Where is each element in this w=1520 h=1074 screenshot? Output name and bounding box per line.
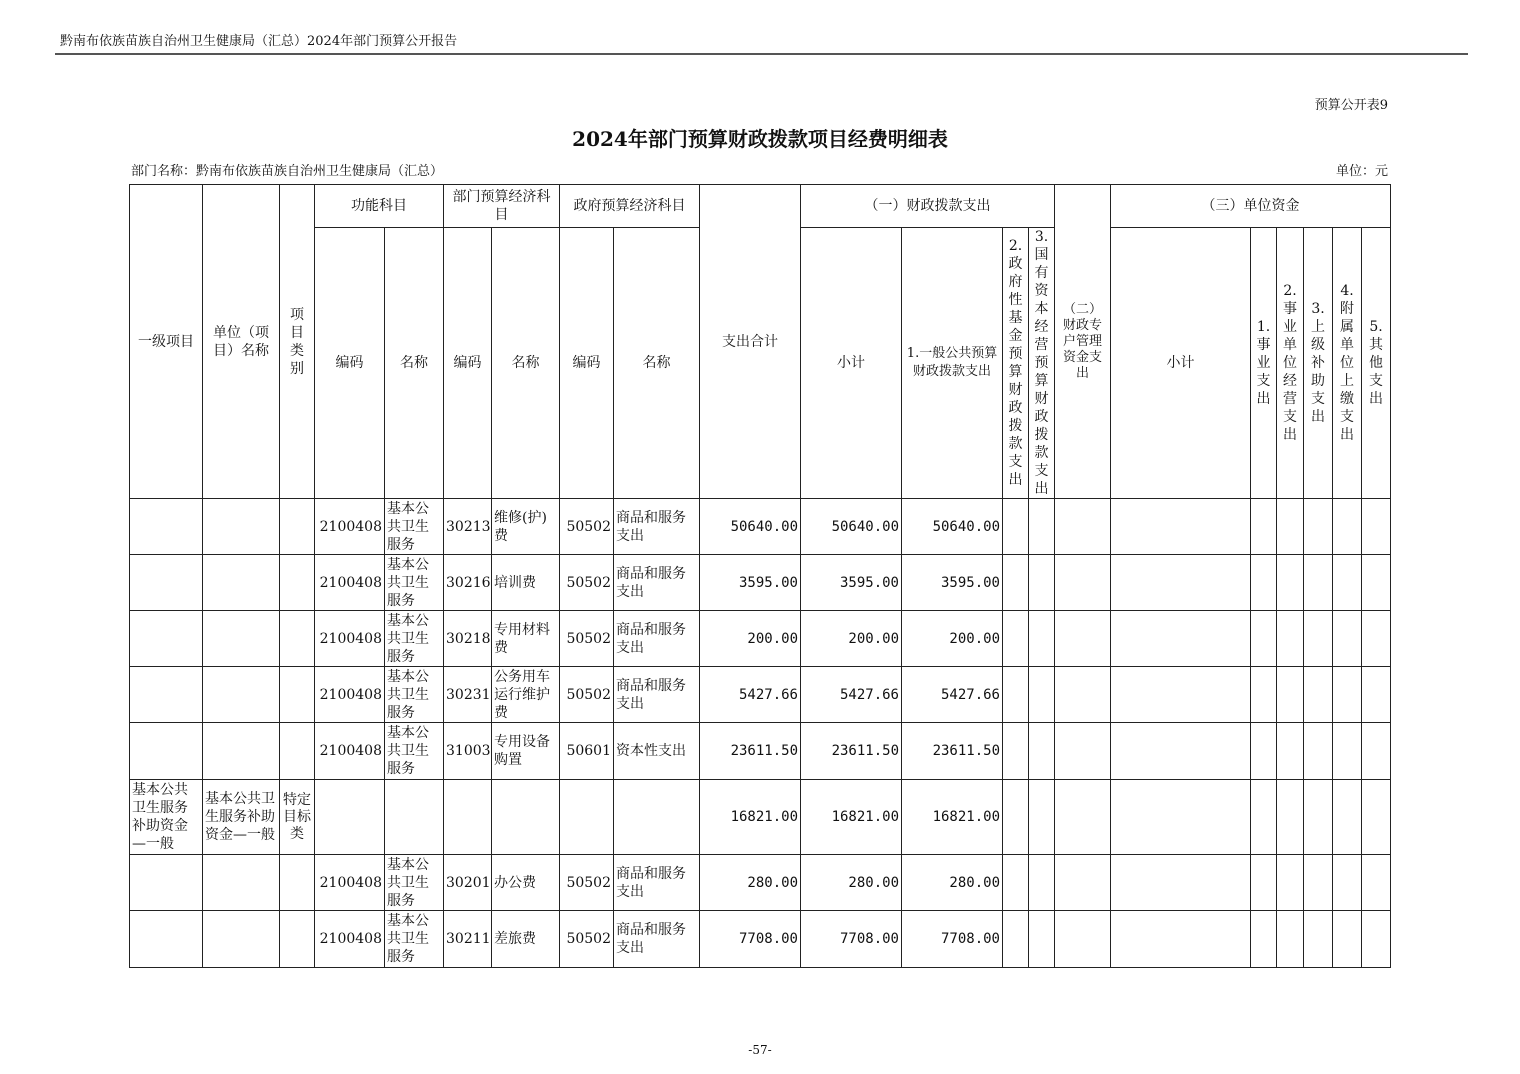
cell-gov-code xyxy=(560,780,614,855)
col-unit-name: 单位（项目）名称 xyxy=(203,185,280,499)
cell-total: 23611.50 xyxy=(700,723,801,780)
cell-unit-subtotal xyxy=(1111,555,1251,611)
cell-u4 xyxy=(1333,499,1362,555)
col-total: 支出合计 xyxy=(700,185,801,499)
cell-dept-name: 公务用车运行维护费 xyxy=(492,667,560,723)
table-body xyxy=(130,499,1391,968)
cell-u3 xyxy=(1304,855,1333,911)
col-group-unit-funds: （三）单位资金 xyxy=(1111,185,1391,228)
cell-level1-project xyxy=(130,499,203,555)
cell-fiscal-subtotal: 7708.00 xyxy=(801,911,902,968)
cell-u1 xyxy=(1251,855,1277,911)
cell-unit-name xyxy=(203,667,280,723)
cell-u1 xyxy=(1251,911,1277,968)
page-number: -57- xyxy=(748,1043,772,1057)
cell-u5 xyxy=(1362,911,1391,968)
table-row xyxy=(130,911,1391,968)
cell-func-code: 2100408 xyxy=(315,911,385,968)
cell-general-budget: 5427.66 xyxy=(902,667,1003,723)
cell-gov-fund xyxy=(1003,499,1029,555)
cell-func-name: 基本公共卫生服务 xyxy=(385,855,444,911)
cell-state-capital xyxy=(1029,499,1055,555)
cell-unit-subtotal xyxy=(1111,723,1251,780)
cell-fiscal-subtotal: 200.00 xyxy=(801,611,902,667)
cell-dept-code: 30211 xyxy=(444,911,492,968)
col-unit-subtotal: 小计 xyxy=(1111,228,1251,499)
cell-unit-name xyxy=(203,555,280,611)
col-u3-superior: 3.上级补助支出 xyxy=(1304,228,1333,499)
table-row xyxy=(130,723,1391,780)
cell-level1-project xyxy=(130,667,203,723)
col-u4-affiliated: 4.附属单位上缴支出 xyxy=(1333,228,1362,499)
cell-state-capital xyxy=(1029,611,1055,667)
cell-dept-code: 31003 xyxy=(444,723,492,780)
form-number: 预算公开表9 xyxy=(1314,98,1388,113)
cell-unit-name xyxy=(203,611,280,667)
cell-gov-code: 50502 xyxy=(560,499,614,555)
cell-func-code: 2100408 xyxy=(315,667,385,723)
cell-u1 xyxy=(1251,780,1277,855)
cell-special-account xyxy=(1055,499,1111,555)
col-project-category: 项目类别 xyxy=(280,185,315,499)
cell-u5 xyxy=(1362,723,1391,780)
cell-u2 xyxy=(1277,780,1304,855)
cell-gov-code: 50502 xyxy=(560,555,614,611)
cell-u2 xyxy=(1277,723,1304,780)
cell-gov-code: 50502 xyxy=(560,911,614,968)
cell-u1 xyxy=(1251,555,1277,611)
cell-special-account xyxy=(1055,555,1111,611)
table-row xyxy=(130,667,1391,723)
cell-gov-code: 50502 xyxy=(560,667,614,723)
cell-gov-name xyxy=(614,780,700,855)
cell-u5 xyxy=(1362,667,1391,723)
cell-gov-name: 商品和服务支出 xyxy=(614,611,700,667)
cell-level1-project xyxy=(130,611,203,667)
cell-total: 3595.00 xyxy=(700,555,801,611)
col-level1-project: 一级项目 xyxy=(130,185,203,499)
cell-dept-code: 30231 xyxy=(444,667,492,723)
cell-dept-code: 30213 xyxy=(444,499,492,555)
cell-u4 xyxy=(1333,611,1362,667)
cell-u4 xyxy=(1333,555,1362,611)
cell-gov-name: 商品和服务支出 xyxy=(614,667,700,723)
cell-dept-name: 专用设备购置 xyxy=(492,723,560,780)
cell-gov-fund xyxy=(1003,555,1029,611)
cell-unit-subtotal xyxy=(1111,611,1251,667)
cell-special-account xyxy=(1055,780,1111,855)
cell-u3 xyxy=(1304,723,1333,780)
cell-unit-subtotal xyxy=(1111,667,1251,723)
running-header: 黔南布依族苗族自治州卫生健康局（汇总）2024年部门预算公开报告 xyxy=(60,34,458,49)
cell-special-account xyxy=(1055,723,1111,780)
col-dept-name: 名称 xyxy=(492,228,560,499)
col-gov-fund: 2.政府性基金预算财政拨款支出 xyxy=(1003,228,1029,499)
cell-project-category: 特定目标类 xyxy=(280,780,315,855)
cell-u5 xyxy=(1362,855,1391,911)
cell-unit-subtotal xyxy=(1111,855,1251,911)
cell-fiscal-subtotal: 280.00 xyxy=(801,855,902,911)
col-gov-name: 名称 xyxy=(614,228,700,499)
cell-u2 xyxy=(1277,855,1304,911)
cell-unit-name xyxy=(203,855,280,911)
cell-func-code: 2100408 xyxy=(315,611,385,667)
cell-func-name: 基本公共卫生服务 xyxy=(385,911,444,968)
cell-special-account xyxy=(1055,667,1111,723)
cell-u4 xyxy=(1333,780,1362,855)
cell-project-category xyxy=(280,667,315,723)
cell-u5 xyxy=(1362,499,1391,555)
cell-u3 xyxy=(1304,499,1333,555)
cell-gov-code: 50502 xyxy=(560,855,614,911)
cell-state-capital xyxy=(1029,855,1055,911)
cell-u5 xyxy=(1362,611,1391,667)
col-group-dept-econ: 部门预算经济科目 xyxy=(444,185,560,228)
cell-u2 xyxy=(1277,911,1304,968)
cell-u4 xyxy=(1333,855,1362,911)
cell-gov-fund xyxy=(1003,611,1029,667)
cell-total: 200.00 xyxy=(700,611,801,667)
col-state-capital: 3.国有资本经营预算财政拨款支出 xyxy=(1029,228,1055,499)
col-u2-operating: 2.事业单位经营支出 xyxy=(1277,228,1304,499)
cell-project-category xyxy=(280,723,315,780)
department-name: 部门名称：黔南布依族苗族自治州卫生健康局（汇总） xyxy=(131,164,444,179)
cell-u4 xyxy=(1333,667,1362,723)
col-group-function: 功能科目 xyxy=(315,185,444,228)
cell-dept-name: 维修(护)费 xyxy=(492,499,560,555)
budget-table xyxy=(129,184,1391,968)
cell-total: 16821.00 xyxy=(700,780,801,855)
cell-func-code: 2100408 xyxy=(315,723,385,780)
cell-u3 xyxy=(1304,611,1333,667)
cell-u4 xyxy=(1333,723,1362,780)
cell-dept-code: 30201 xyxy=(444,855,492,911)
col-fiscal-subtotal: 小计 xyxy=(801,228,902,499)
col-general-budget: 1.一般公共预算财政拨款支出 xyxy=(902,228,1003,499)
cell-project-category xyxy=(280,611,315,667)
cell-func-name: 基本公共卫生服务 xyxy=(385,555,444,611)
cell-fiscal-subtotal: 5427.66 xyxy=(801,667,902,723)
cell-general-budget: 280.00 xyxy=(902,855,1003,911)
header-rule xyxy=(55,53,1468,55)
cell-dept-name: 差旅费 xyxy=(492,911,560,968)
cell-general-budget: 3595.00 xyxy=(902,555,1003,611)
cell-u3 xyxy=(1304,555,1333,611)
cell-u1 xyxy=(1251,499,1277,555)
cell-func-name: 基本公共卫生服务 xyxy=(385,611,444,667)
cell-func-name: 基本公共卫生服务 xyxy=(385,667,444,723)
col-dept-code: 编码 xyxy=(444,228,492,499)
cell-u2 xyxy=(1277,611,1304,667)
cell-func-code xyxy=(315,780,385,855)
table-row xyxy=(130,499,1391,555)
cell-level1-project: 基本公共卫生服务补助资金—一般 xyxy=(130,780,203,855)
cell-func-code: 2100408 xyxy=(315,855,385,911)
page-title: 2024年部门预算财政拨款项目经费明细表 xyxy=(572,127,948,151)
cell-u1 xyxy=(1251,611,1277,667)
cell-general-budget: 50640.00 xyxy=(902,499,1003,555)
cell-state-capital xyxy=(1029,911,1055,968)
cell-dept-code: 30216 xyxy=(444,555,492,611)
cell-gov-name: 商品和服务支出 xyxy=(614,911,700,968)
cell-func-code: 2100408 xyxy=(315,555,385,611)
cell-total: 7708.00 xyxy=(700,911,801,968)
cell-u2 xyxy=(1277,555,1304,611)
col-u1-business: 1.事业支出 xyxy=(1251,228,1277,499)
cell-gov-code: 50601 xyxy=(560,723,614,780)
cell-project-category xyxy=(280,911,315,968)
cell-total: 5427.66 xyxy=(700,667,801,723)
table-row xyxy=(130,855,1391,911)
cell-project-category xyxy=(280,855,315,911)
cell-gov-code: 50502 xyxy=(560,611,614,667)
cell-dept-name: 培训费 xyxy=(492,555,560,611)
cell-gov-fund xyxy=(1003,667,1029,723)
currency-unit: 单位：元 xyxy=(1335,164,1388,179)
cell-u2 xyxy=(1277,667,1304,723)
col-group-fiscal: （一）财政拨款支出 xyxy=(801,185,1055,228)
cell-level1-project xyxy=(130,911,203,968)
cell-func-name: 基本公共卫生服务 xyxy=(385,723,444,780)
col-special-account: （二）财政专户管理资金支出 xyxy=(1055,185,1111,499)
col-gov-code: 编码 xyxy=(560,228,614,499)
col-u5-other: 5.其他支出 xyxy=(1362,228,1391,499)
cell-general-budget: 16821.00 xyxy=(902,780,1003,855)
cell-state-capital xyxy=(1029,723,1055,780)
cell-gov-name: 资本性支出 xyxy=(614,723,700,780)
col-func-name: 名称 xyxy=(385,228,444,499)
cell-dept-name xyxy=(492,780,560,855)
cell-gov-fund xyxy=(1003,911,1029,968)
cell-gov-name: 商品和服务支出 xyxy=(614,499,700,555)
cell-u2 xyxy=(1277,499,1304,555)
cell-state-capital xyxy=(1029,555,1055,611)
col-func-code: 编码 xyxy=(315,228,385,499)
cell-fiscal-subtotal: 23611.50 xyxy=(801,723,902,780)
cell-func-code: 2100408 xyxy=(315,499,385,555)
cell-u3 xyxy=(1304,667,1333,723)
cell-gov-name: 商品和服务支出 xyxy=(614,855,700,911)
cell-total: 280.00 xyxy=(700,855,801,911)
cell-unit-name xyxy=(203,499,280,555)
cell-level1-project xyxy=(130,723,203,780)
cell-project-category xyxy=(280,499,315,555)
cell-u3 xyxy=(1304,780,1333,855)
cell-gov-fund xyxy=(1003,855,1029,911)
cell-dept-name: 专用材料费 xyxy=(492,611,560,667)
cell-u5 xyxy=(1362,780,1391,855)
cell-dept-name: 办公费 xyxy=(492,855,560,911)
cell-u4 xyxy=(1333,911,1362,968)
cell-fiscal-subtotal: 3595.00 xyxy=(801,555,902,611)
cell-unit-name xyxy=(203,723,280,780)
cell-fiscal-subtotal: 16821.00 xyxy=(801,780,902,855)
cell-u5 xyxy=(1362,555,1391,611)
cell-state-capital xyxy=(1029,667,1055,723)
cell-dept-code xyxy=(444,780,492,855)
cell-unit-name: 基本公共卫生服务补助资金—一般 xyxy=(203,780,280,855)
cell-u1 xyxy=(1251,667,1277,723)
cell-func-name: 基本公共卫生服务 xyxy=(385,499,444,555)
cell-special-account xyxy=(1055,911,1111,968)
cell-dept-code: 30218 xyxy=(444,611,492,667)
cell-fiscal-subtotal: 50640.00 xyxy=(801,499,902,555)
cell-unit-name xyxy=(203,911,280,968)
cell-special-account xyxy=(1055,611,1111,667)
cell-level1-project xyxy=(130,855,203,911)
cell-unit-subtotal xyxy=(1111,780,1251,855)
cell-level1-project xyxy=(130,555,203,611)
cell-unit-subtotal xyxy=(1111,911,1251,968)
cell-project-category xyxy=(280,555,315,611)
cell-gov-fund xyxy=(1003,780,1029,855)
cell-gov-fund xyxy=(1003,723,1029,780)
cell-special-account xyxy=(1055,855,1111,911)
col-group-gov-econ: 政府预算经济科目 xyxy=(560,185,700,228)
cell-general-budget: 7708.00 xyxy=(902,911,1003,968)
cell-total: 50640.00 xyxy=(700,499,801,555)
table-row xyxy=(130,611,1391,667)
cell-u1 xyxy=(1251,723,1277,780)
cell-state-capital xyxy=(1029,780,1055,855)
cell-unit-subtotal xyxy=(1111,499,1251,555)
cell-general-budget: 23611.50 xyxy=(902,723,1003,780)
cell-u3 xyxy=(1304,911,1333,968)
table-row xyxy=(130,780,1391,855)
table-row xyxy=(130,555,1391,611)
cell-func-name xyxy=(385,780,444,855)
cell-general-budget: 200.00 xyxy=(902,611,1003,667)
cell-gov-name: 商品和服务支出 xyxy=(614,555,700,611)
